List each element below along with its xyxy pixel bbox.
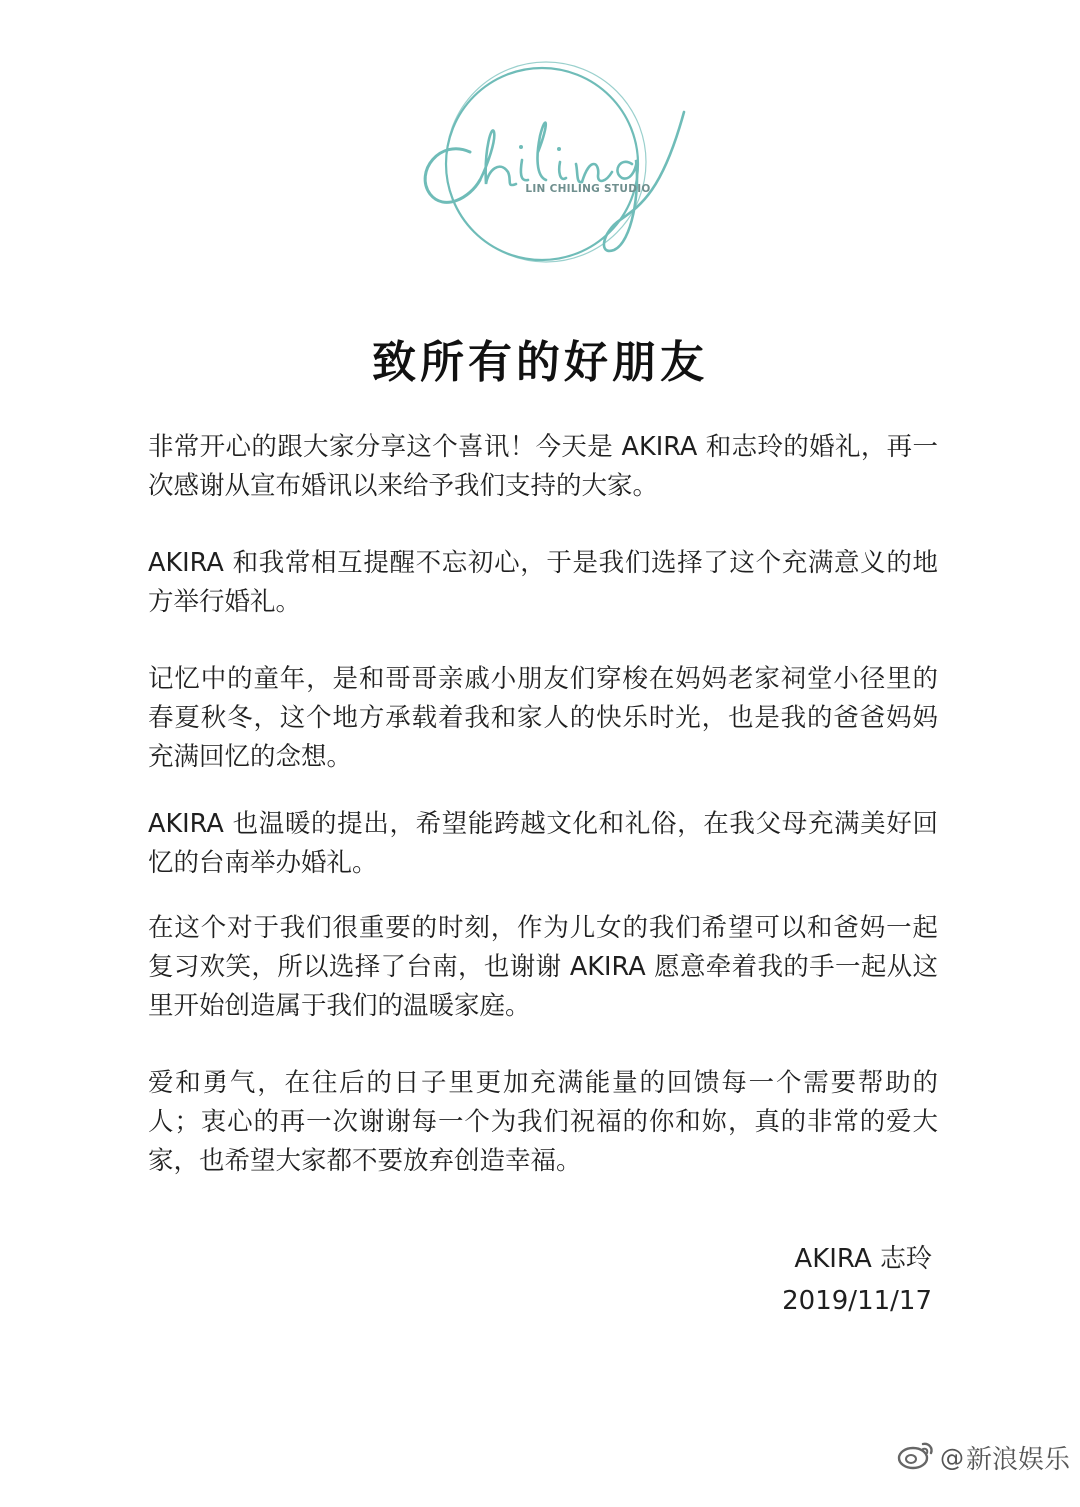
- studio-logo: [400, 52, 690, 280]
- signature-date: 2019/11/17: [782, 1286, 932, 1316]
- watermark-at: @: [939, 1443, 964, 1472]
- signature-names: AKIRA 志玲: [794, 1244, 932, 1274]
- logo-graphic: [400, 52, 690, 280]
- paragraph: 在这个对于我们很重要的时刻，作为儿女的我们希望可以和爸妈一起复习欢笑，所以选择了台南，也谢谢 AKIRA 愿意牵着我的手一起从这里开始创造属于我们的温暖家庭。: [148, 913, 938, 1021]
- paragraph: 非常开心的跟大家分享这个喜讯！今天是 AKIRA 和志玲的婚礼，再一次感谢从宣布婚讯以来给予我们支持的大家。: [148, 432, 938, 501]
- signature-block: [782, 1238, 932, 1322]
- paragraph: AKIRA 也温暖的提出，希望能跨越文化和礼俗，在我父母充满美好回忆的台南举办婚礼。: [148, 809, 938, 878]
- letter-body: [148, 428, 938, 1219]
- logo-studio-text: LIN CHILING STUDIO: [525, 183, 651, 195]
- paragraph: AKIRA 和我常相互提醒不忘初心，于是我们选择了这个充满意义的地方举行婚礼。: [148, 548, 938, 617]
- paragraph: 爱和勇气，在往后的日子里更加充满能量的回馈每一个需要帮助的人；衷心的再一次谢谢每一个为我们祝福的你和妳，真的非常的爱大家，也希望大家都不要放弃创造幸福。: [148, 1068, 938, 1176]
- weibo-watermark: [896, 1438, 1070, 1477]
- letter-title: 致所有的好朋友: [372, 337, 708, 388]
- paragraph: 记忆中的童年，是和哥哥亲戚小朋友们穿梭在妈妈老家祠堂小径里的春夏秋冬，这个地方承载着我和家人的快乐时光，也是我的爸爸妈妈充满回忆的念想。: [148, 664, 938, 772]
- watermark-text: 新浪娱乐: [965, 1445, 1070, 1475]
- weibo-icon: [896, 1438, 940, 1477]
